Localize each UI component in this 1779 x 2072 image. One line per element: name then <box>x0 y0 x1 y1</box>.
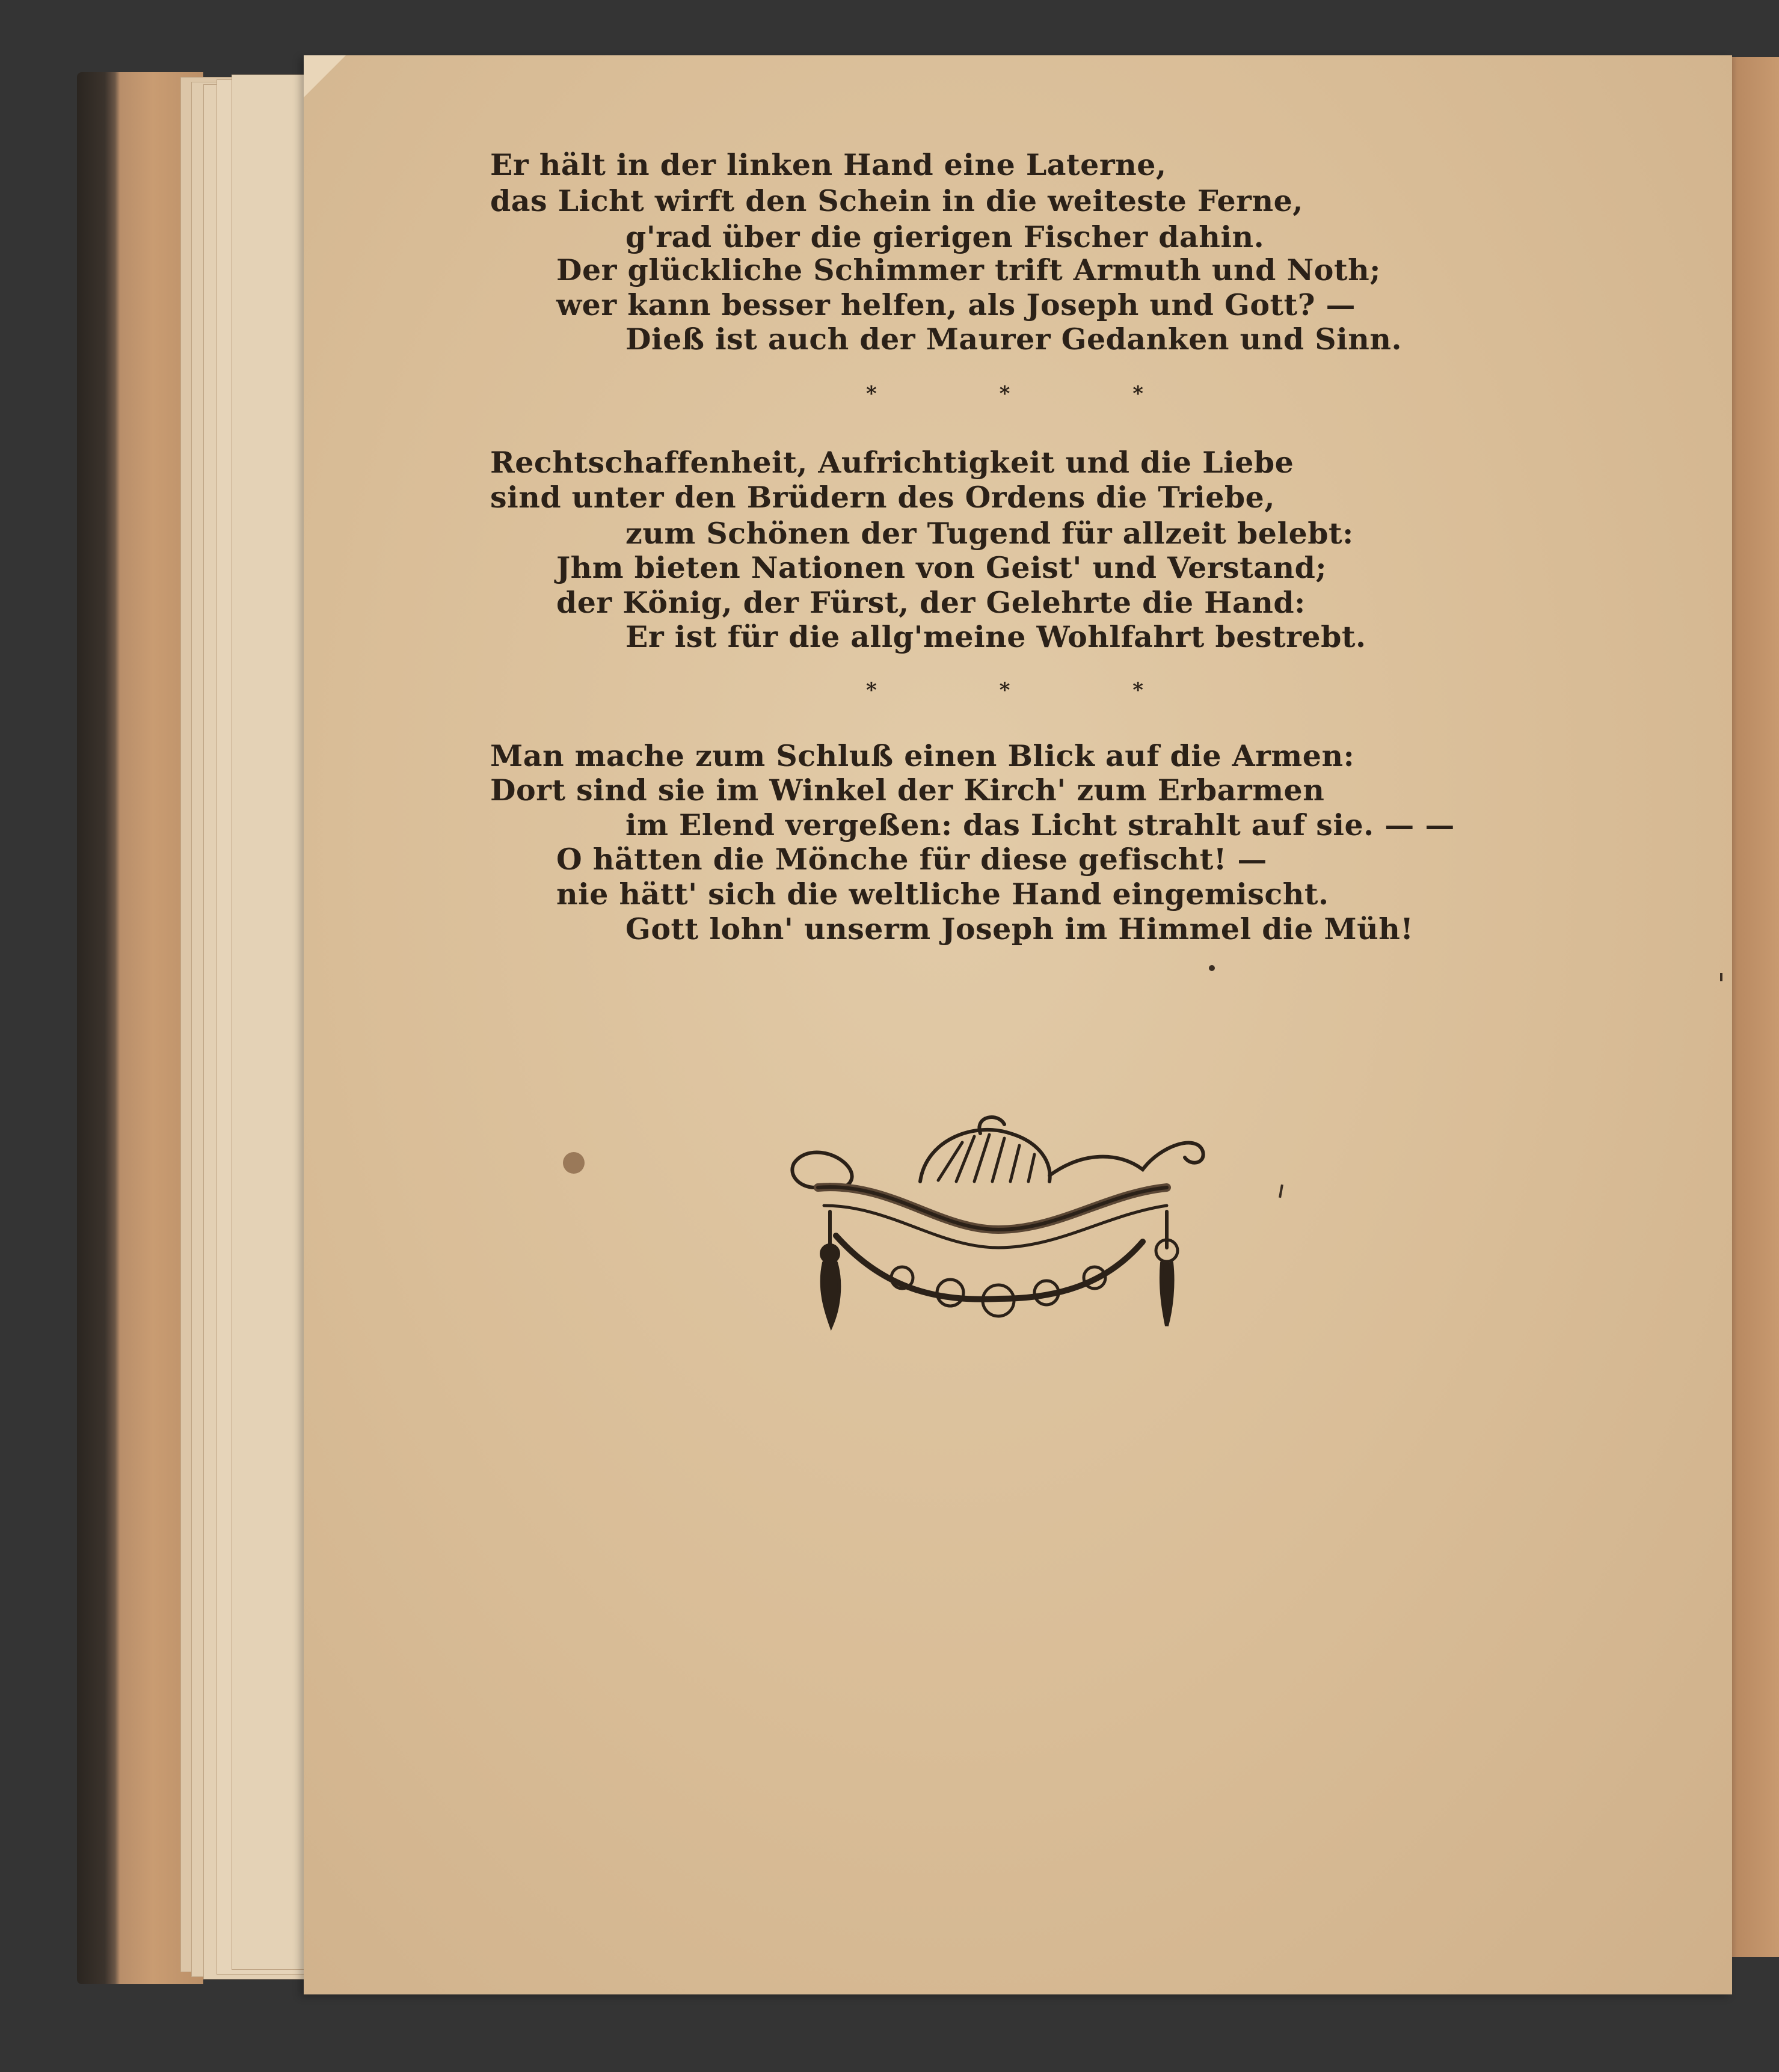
verse-line: Dieß ist auch der Maurer Gedanken und Sinn. <box>625 322 1403 357</box>
verse-line: wer kann besser helfen, als Joseph und Gott? — <box>556 287 1356 322</box>
verse-line: Jhm bieten Nationen von Geist' und Verstand; <box>556 550 1327 585</box>
verse-line: der König, der Fürst, der Gelehrte die Hand: <box>556 585 1306 620</box>
page-corner-fold <box>304 55 346 97</box>
section-separator: * * * <box>866 678 1202 702</box>
verse-line: das Licht wirft den Schein in die weiteste Ferne, <box>490 183 1303 218</box>
verse-line: nie hätt' sich die weltliche Hand eingemischt. <box>556 877 1329 912</box>
rococo-ornament-icon <box>782 1109 1215 1344</box>
paper-stain <box>563 1152 585 1174</box>
verse-line: sind unter den Brüdern des Ordens die Triebe, <box>490 480 1275 515</box>
verse-line: zum Schönen der Tugend für allzeit belebt: <box>625 516 1354 551</box>
verse-line: Rechtschaffenheit, Aufrichtigkeit und die Liebe <box>490 445 1294 480</box>
verse-line: g'rad über die gierigen Fischer dahin. <box>625 219 1265 254</box>
section-separator: * * * <box>866 382 1202 406</box>
verse-line: Gott lohn' unserm Joseph im Himmel die Müh! <box>625 912 1414 946</box>
paper-speck <box>1209 965 1215 971</box>
paper-speck <box>1720 973 1722 981</box>
verse-line: im Elend vergeßen: das Licht strahlt auf sie. — — <box>625 808 1455 842</box>
verse-line: Er ist für die allg'meine Wohlfahrt bestrebt. <box>625 619 1366 654</box>
verse-line: Dort sind sie im Winkel der Kirch' zum Erbarmen <box>490 773 1325 808</box>
verse-line: Er hält in der linken Hand eine Laterne, <box>490 147 1167 182</box>
verse-line: Man mache zum Schluß einen Blick auf die Armen: <box>490 738 1355 773</box>
verse-line: O hätten die Mönche für diese gefischt! — <box>556 842 1267 877</box>
verse-line: Der glückliche Schimmer trift Armuth und Noth; <box>556 253 1381 287</box>
